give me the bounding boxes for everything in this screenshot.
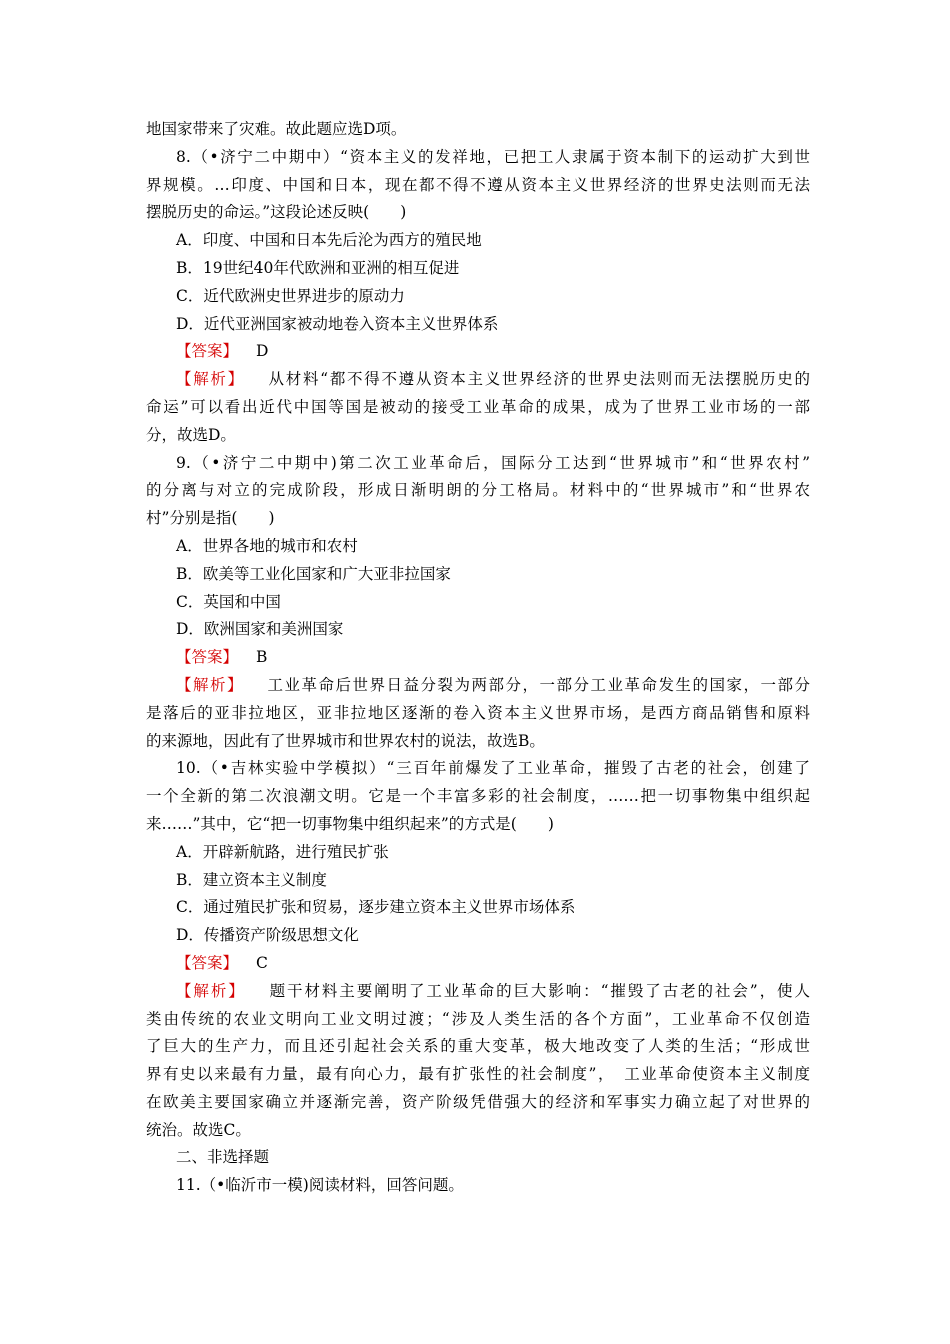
analysis-text: 工业革命后世界日益分裂为两部分，一部分工业革命发生的国家，一部分 xyxy=(266,675,810,694)
document-body xyxy=(146,116,810,1200)
question-10-option-b: B．建立资本主义制度 xyxy=(176,870,327,889)
question-10-analysis: 类由传统的农业文明向工业文明过渡；“涉及人类生活的各个方面”，工业革命不仅创造 xyxy=(146,1009,810,1028)
question-8-analysis: 分，故选D。 xyxy=(146,425,236,444)
answer-tag: 【答案】 xyxy=(176,953,239,972)
question-10-option-d: D．传播资产阶级思想文化 xyxy=(176,926,359,945)
question-10-option-a: A．开辟新航路，进行殖民扩张 xyxy=(176,842,389,861)
question-8-analysis xyxy=(146,366,810,394)
question-9-stem: 的分离与对立的完成阶段，形成日渐明朗的分工格局。材料中的“世界城市”和“世界农 xyxy=(146,481,810,500)
text-line: 地国家带来了灾难。故此题应选D项。 xyxy=(146,120,407,138)
question-10-stem: 来……”其中，它“把一切事物集中组织起来”的方式是( ) xyxy=(146,814,554,833)
question-9-option-c: C．英国和中国 xyxy=(176,592,281,611)
question-9-option-d: D．欧洲国家和美洲国家 xyxy=(176,620,344,639)
question-9-analysis: 的来源地，因此有了世界城市和世界农村的说法，故选B。 xyxy=(146,731,545,750)
answer-tag: 【答案】 xyxy=(176,648,239,667)
question-8-answer xyxy=(146,338,810,366)
question-10-analysis xyxy=(146,978,810,1006)
question-8-stem: 摆脱历史的命运。”这段论述反映( ) xyxy=(146,203,407,222)
question-8-option-d: D．近代亚洲国家被动地卷入资本主义世界体系 xyxy=(176,314,499,333)
question-9-answer xyxy=(146,644,810,672)
analysis-tag: 【解析】 xyxy=(176,675,244,694)
question-10-stem: 一个全新的第二次浪潮文明。它是一个丰富多彩的社会制度，……把一切事物集中组织起 xyxy=(146,787,810,806)
question-8-option-c: C．近代欧洲史世界进步的原动力 xyxy=(176,286,405,305)
analysis-text: 题干材料主要阐明了工业革命的巨大影响：“摧毁了古老的社会”，使人 xyxy=(267,981,810,1000)
answer-tag: 【答案】 xyxy=(176,342,239,361)
section-heading: 二、非选择题 xyxy=(176,1148,270,1167)
question-10-option-c: C．通过殖民扩张和贸易，逐步建立资本主义世界市场体系 xyxy=(176,898,576,917)
question-11-stem: 11.（•临沂市一模)阅读材料，回答问题。 xyxy=(176,1176,464,1195)
question-10-stem: 10.（•吉林实验中学模拟）“三百年前爆发了工业革命，摧毁了古老的社会，创建了 xyxy=(176,759,810,778)
question-8-option-b: B．19世纪40年代欧洲和亚洲的相互促进 xyxy=(176,258,460,277)
question-9-option-b: B．欧美等工业化国家和广大亚非拉国家 xyxy=(176,564,451,583)
question-10-analysis: 统治。故选C。 xyxy=(146,1120,251,1139)
question-9-option-a: A．世界各地的城市和农村 xyxy=(176,536,358,555)
question-9-analysis: 是落后的亚非拉地区，亚非拉地区逐渐的卷入资本主义世界市场，是西方商品销售和原料 xyxy=(146,703,810,722)
answer-value: C xyxy=(256,953,268,972)
question-8-stem: 8.（•济宁二中期中）“资本主义的发祥地，已把工人隶属于资本制下的运动扩大到世 xyxy=(176,147,810,166)
analysis-tag: 【解析】 xyxy=(176,370,245,389)
analysis-tag: 【解析】 xyxy=(176,981,246,1000)
answer-value: D xyxy=(256,342,269,361)
answer-value: B xyxy=(256,648,268,667)
question-10-analysis: 界有史以来最有力量，最有向心力，最有扩张性的社会制度”， 工业革命使资本主义制度 xyxy=(146,1065,810,1084)
question-10-analysis: 了巨大的生产力，而且还引起社会关系的重大变革，极大地改变了人类的生活；“形成世 xyxy=(146,1037,810,1056)
question-9-analysis xyxy=(146,672,810,700)
question-10-answer xyxy=(146,950,810,978)
question-9-stem: 9.（•济宁二中期中)第二次工业革命后，国际分工达到“世界城市”和“世界农村” xyxy=(176,453,810,472)
question-9-stem: 村”分别是指( ) xyxy=(146,509,275,528)
question-8-option-a: A．印度、中国和日本先后沦为西方的殖民地 xyxy=(176,231,482,250)
question-8-stem: 界规模。…印度、中国和日本，现在都不得不遵从资本主义世界经济的世界史法则而无法 xyxy=(146,175,810,194)
question-10-analysis: 在欧美主要国家确立并逐渐完善，资产阶级凭借强大的经济和军事实力确立起了对世界的 xyxy=(146,1092,810,1111)
analysis-text: 从材料“都不得不遵从资本主义世界经济的世界史法则而无法摆脱历史的 xyxy=(266,370,810,389)
question-8-analysis: 命运”可以看出近代中国等国是被动的接受工业革命的成果，成为了世界工业市场的一部 xyxy=(146,397,810,416)
